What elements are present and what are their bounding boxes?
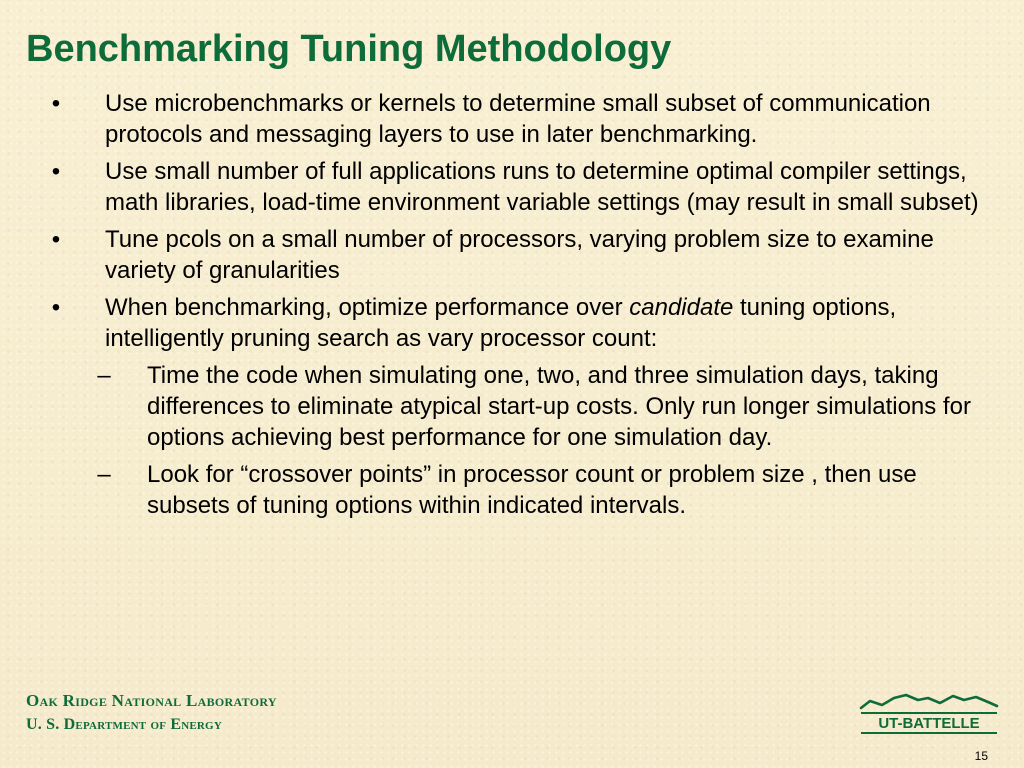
bullet-marker: • bbox=[51, 294, 61, 321]
dash-marker: – bbox=[97, 461, 111, 488]
mountain-ridge-icon bbox=[861, 695, 997, 708]
bullet-text: Tune pcols on a small number of processors, varying problem size to examine variety of granularities bbox=[105, 226, 934, 284]
bullet-item bbox=[0, 292, 1024, 354]
bullet-text-part: tuning options, intelligently pruning search as vary processor count: bbox=[105, 294, 897, 352]
bullet-text: Use small number of full applications runs to determine optimal compiler settings, math libraries, load-time environment variable settings (may result in small subset) bbox=[105, 158, 979, 216]
bullet-text: Use microbenchmarks or kernels to determine small subset of communication protocols and messaging layers to use in later benchmarking. bbox=[105, 90, 931, 148]
bullet-item bbox=[0, 88, 1024, 150]
emphasis-text: candidate bbox=[629, 294, 734, 321]
bullet-list bbox=[0, 88, 1024, 527]
ut-battelle-logo bbox=[858, 692, 1000, 736]
sub-bullet-item bbox=[0, 459, 1024, 521]
organization-name bbox=[26, 689, 277, 737]
org-line-2: U. S. Department of Energy bbox=[26, 716, 222, 733]
sub-bullet-text: Time the code when simulating one, two, and three simulation days, taking differences to eliminate atypical start-up costs. Only run longer simulations for options achieving best performance for one simulation day. bbox=[147, 362, 971, 451]
dash-marker: – bbox=[97, 362, 111, 389]
page-number: 15 bbox=[974, 749, 988, 763]
bullet-marker: • bbox=[51, 158, 61, 185]
slide-title: Benchmarking Tuning Methodology bbox=[26, 28, 672, 70]
bullet-item bbox=[0, 156, 1024, 218]
bullet-marker: • bbox=[51, 226, 61, 253]
sub-bullet-text: Look for “crossover points” in processor count or problem size , then use subsets of tuning options within indicated intervals. bbox=[147, 461, 917, 519]
logo-text: UT-BATTELLE bbox=[878, 715, 980, 732]
bullet-marker: • bbox=[51, 90, 61, 117]
bullet-item bbox=[0, 224, 1024, 286]
org-line-1: Oak Ridge National Laboratory bbox=[26, 691, 277, 710]
sub-bullet-item bbox=[0, 360, 1024, 453]
bullet-text-part: When benchmarking, optimize performance over bbox=[105, 294, 630, 321]
